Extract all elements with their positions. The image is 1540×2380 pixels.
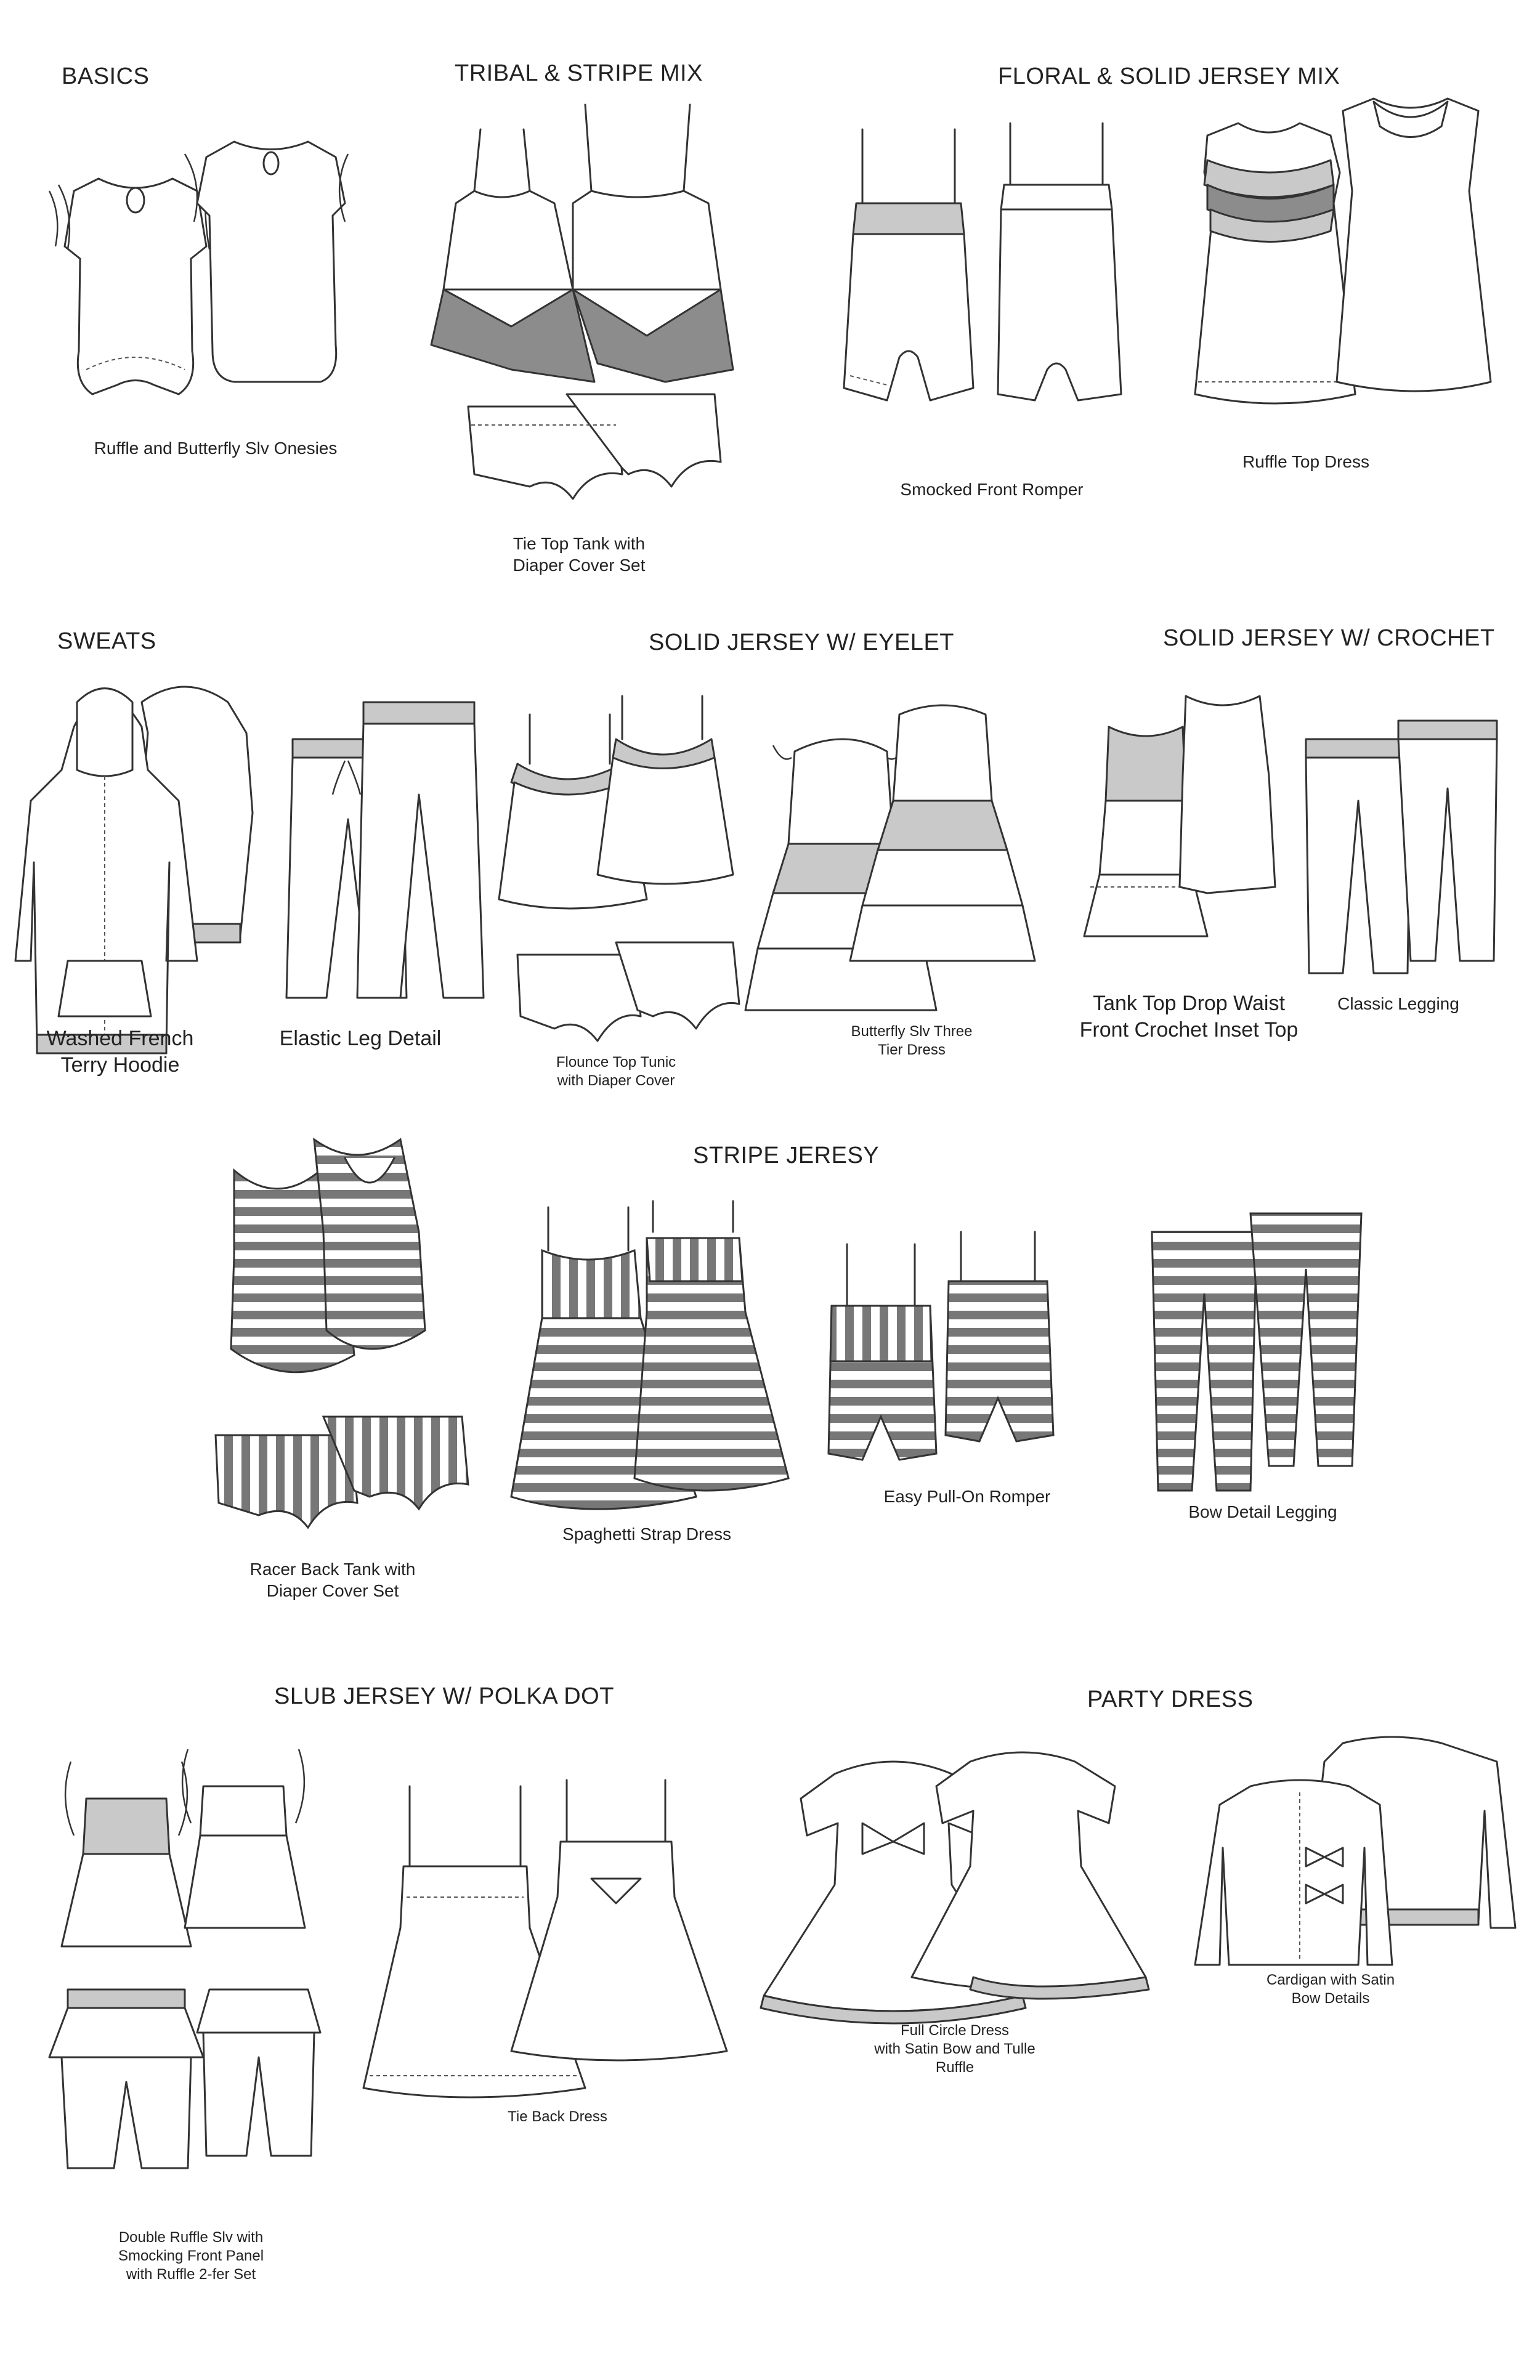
tie-back-dress-back (511, 1780, 727, 2060)
striped-diaper-cover-pair (216, 1417, 468, 1528)
elastic-leg-pants-back (357, 702, 484, 998)
smocked-romper-back (998, 123, 1121, 400)
classic-legging-back (1398, 721, 1497, 961)
cardigan-front (1195, 1780, 1392, 1965)
section-title-stripe-jeresy: STRIPE JERESY (693, 1143, 880, 1168)
section-title-slub-jersey-polka-dot: SLUB JERSEY W/ POLKA DOT (274, 1683, 614, 1709)
caption-ruffle-butterfly-onesies: Ruffle and Butterfly Slv Onesies (94, 439, 338, 458)
caption-racer-back-tank: Racer Back Tank with Diaper Cover Set (249, 1560, 416, 1600)
smocked-ruffle-top-front (62, 1762, 191, 1946)
caption-easy-pull-on-romper: Easy Pull-On Romper (883, 1487, 1051, 1506)
onesie-ruffle-sleeve (49, 179, 219, 394)
section-title-tribal-stripe-mix: TRIBAL & STRIPE MIX (455, 60, 703, 86)
smocked-romper-front (844, 129, 973, 400)
caption-elastic-leg-detail: Elastic Leg Detail (279, 1027, 442, 1050)
caption-smocked-front-romper: Smocked Front Romper (900, 480, 1084, 499)
caption-full-circle-dress: Full Circle Dress with Satin Bow and Tulle Ruffle (874, 2022, 1035, 2076)
caption-tie-back-dress: Tie Back Dress (508, 2108, 607, 2125)
eyelet-diaper-cover-pair (517, 942, 739, 1041)
caption-spaghetti-strap-dress: Spaghetti Strap Dress (562, 1524, 731, 1544)
section-title-solid-jersey-eyelet: SOLID JERSEY W/ EYELET (649, 629, 955, 655)
section-title-basics: BASICS (62, 63, 150, 89)
caption-double-ruffle-set: Double Ruffle Slv with Smocking Front Panel with Ruffle 2-fer Set (118, 2229, 264, 2283)
diaper-cover-pair-1 (468, 394, 721, 499)
caption-washed-french-terry-hoodie: Washed French Terry Hoodie (46, 1027, 194, 1077)
caption-ruffle-top-dress: Ruffle Top Dress (1242, 452, 1369, 471)
caption-classic-legging: Classic Legging (1337, 994, 1459, 1013)
caption-butterfly-three-tier-dress: Butterfly Slv Three Tier Dress (851, 1023, 973, 1058)
ruffle-skirted-legging-pair (49, 1989, 320, 2168)
caption-cardigan-satin-bow: Cardigan with Satin Bow Details (1266, 1972, 1395, 2007)
section-title-sweats: SWEATS (57, 628, 156, 654)
onesie-butterfly-sleeve (185, 142, 348, 382)
caption-flounce-top-tunic: Flounce Top Tunic with Diaper Cover (556, 1054, 676, 1089)
spaghetti-strap-dress-back (634, 1201, 788, 1491)
racer-back-tank-back (314, 1139, 425, 1349)
crochet-inset-top-back (1180, 696, 1275, 893)
section-title-party-dress: PARTY DRESS (1087, 1686, 1254, 1712)
ruffle-top-dress-front (1195, 123, 1355, 403)
bow-detail-legging-back (1250, 1213, 1361, 1466)
flounce-top-tunic-back (598, 696, 733, 884)
section-title-solid-jersey-crochet: SOLID JERSEY W/ CROCHET (1163, 625, 1495, 651)
smocked-ruffle-top-back (182, 1749, 305, 1928)
classic-legging-front (1306, 739, 1411, 973)
caption-tie-top-tank: Tie Top Tank with Diaper Cover Set (513, 534, 646, 575)
ruffle-top-dress-back (1337, 99, 1491, 391)
bow-detail-legging-front (1152, 1232, 1257, 1491)
caption-crochet-inset-top: Tank Top Drop Waist Front Crochet Inset Top (1079, 992, 1299, 1042)
tie-top-tank-back (573, 105, 733, 382)
section-title-floral-solid-jersey-mix: FLORAL & SOLID JERSEY MIX (998, 63, 1340, 89)
easy-pull-on-romper-back (946, 1232, 1053, 1441)
easy-pull-on-romper-front (829, 1244, 936, 1460)
tie-top-tank-front (431, 129, 594, 382)
caption-bow-detail-legging: Bow Detail Legging (1188, 1502, 1337, 1521)
